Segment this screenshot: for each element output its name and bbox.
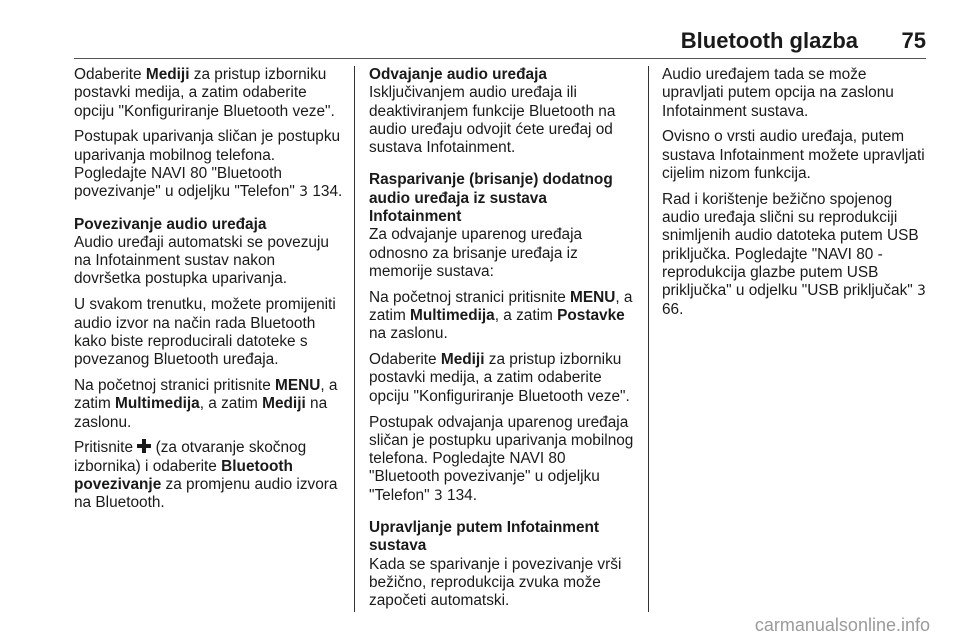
paragraph: Na početnoj stranici pritisnite MENU, a zatim Multimedija, a zatim Postavke na zaslonu. (369, 288, 633, 343)
section-heading: Odvajanje audio uređaja (369, 66, 547, 83)
page-reference[interactable]: 66. (662, 300, 684, 318)
column-divider-left (354, 66, 355, 612)
paragraph: Odaberite Mediji za pristup izborniku postavki medija, a zatim odaberite opciju "Konfiguriranje Bluetooth veze". (369, 351, 630, 405)
paragraph: Pritisnite (za otvaranje skočnog izbornika) i odaberite Bluetooth povezivanje za promjenu audio izvora na Bluetooth. (74, 439, 338, 512)
page-title: Bluetooth glazba (680, 28, 858, 53)
page-header (74, 27, 926, 57)
column-2 (369, 66, 635, 618)
page-number: 75 (901, 28, 926, 53)
page-reference-arrow-icon: 3 (299, 184, 309, 201)
page-reference[interactable]: 134. (312, 183, 343, 201)
section-heading: Upravljanje putem Infotainment sustava (369, 519, 600, 555)
page-reference[interactable]: 134. (447, 486, 478, 504)
section-heading: Povezivanje audio uređaja (74, 215, 267, 233)
paragraph: Kada se sparivanje i povezivanje vrši bežično, reprodukcija zvuka može započeti automatski. (369, 555, 622, 610)
watermark: carmanualsonline.info (754, 615, 930, 635)
paragraph: Audio uređaji automatski se povezuju na Infotainment sustav nakon dovršetka postupka uparivanja. (74, 233, 329, 288)
column-divider-right (648, 66, 649, 612)
paragraph: Isključivanjem audio uređaja ili deaktiviranjem funkcije Bluetooth na audio uređaju odvojit ćete uređaj od sustava Infotainment. (369, 84, 616, 157)
paragraph: Odaberite Mediji za pristup izborniku postavki medija, a zatim odaberite opciju "Konfiguriranje Bluetooth veze". (74, 66, 335, 120)
column-3 (662, 66, 928, 326)
column-1 (74, 66, 346, 520)
plus-icon (137, 439, 151, 453)
page-reference-arrow-icon: 3 (917, 283, 926, 300)
paragraph: Ovisno o vrsti audio uređaja, putem sustava Infotainment možete upravljati cijelim nizom funkcija. (662, 128, 925, 182)
paragraph: U svakom trenutku, možete promijeniti audio izvor na način rada Bluetooth kako biste reproducirali datoteke s povezanog Bluetooth uređaja. (74, 296, 336, 369)
paragraph: Na početnoj stranici pritisnite MENU, a zatim Multimedija, a zatim Mediji na zaslonu. (74, 376, 338, 431)
paragraph: Rad i korištenje bežično spojenog audio uređaja slični su reprodukciji snimljenih audio datoteka putem USB priključka. Pogledajte "NAVI 80 - reprodukcija glazbe putem USB priključka" u odjelku "USB priključak" 3 66. (662, 190, 926, 318)
paragraph: Za odvajanje uparenog uređaja odnosno za brisanje uređaja iz memorije sustava: (369, 226, 583, 280)
page-reference-arrow-icon: 3 (433, 487, 443, 504)
section-heading: Rasparivanje (brisanje) dodatnog audio uređaja iz sustava Infotainment (369, 171, 613, 226)
paragraph: Postupak odvajanja uparenog uređaja sličan je postupku uparivanja mobilnog telefona. Pogledajte NAVI 80 "Bluetooth povezivanje" u odjeljku "Telefon" 3 134. (369, 413, 634, 504)
paragraph: Postupak uparivanja sličan je postupku uparivanja mobilnog telefona. Pogledajte NAVI 80 "Bluetooth povezivanje" u odjeljku "Telefon" 3 134. (74, 128, 343, 201)
header-rule (74, 58, 926, 59)
paragraph: Audio uređajem tada se može upravljati putem opcija na zaslonu Infotainment sustava. (662, 66, 894, 120)
